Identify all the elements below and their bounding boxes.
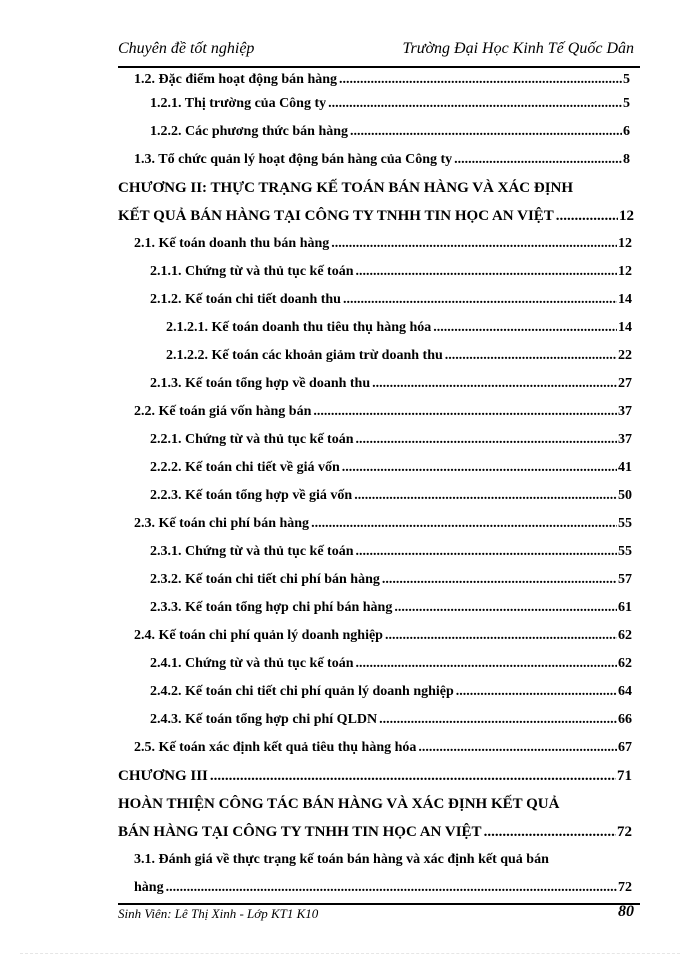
toc-entry: 2.5. Kế toán xác định kết quả tiêu thụ hàng hóa ..... 67: [134, 734, 632, 762]
toc-entry: hàng ..... 72: [134, 874, 632, 902]
toc-entry: 2.4. Kế toán chi phí quản lý doanh nghiệp ..... 62: [134, 622, 632, 650]
toc-entry: 2.1.2. Kế toán chi tiết doanh thu ..... 14: [150, 286, 632, 314]
toc-entry: 2.3.2. Kế toán chi tiết chi phí bán hàng ..... 57: [150, 566, 632, 594]
toc-entry: 2.3. Kế toán chi phí bán hàng ..... 55: [134, 510, 632, 538]
toc-entry: 2.2.1. Chứng từ và thủ tục kế toán ..... 37: [150, 426, 632, 454]
toc-entry: 2.4.1. Chứng từ và thủ tục kế toán ..... 62: [150, 650, 632, 678]
header-left-text: Chuyên đề tốt nghiệp: [118, 40, 255, 57]
toc-entry: 2.2. Kế toán giá vốn hàng bán ..... 37: [134, 398, 632, 426]
header-right-text: Trường Đại Học Kinh Tế Quốc Dân: [402, 40, 634, 57]
toc-entry: 2.4.3. Kế toán tổng hợp chi phí QLDN ..... 66: [150, 706, 632, 734]
toc-entry: 2.1. Kế toán doanh thu bán hàng ..... 12: [134, 230, 632, 258]
toc-chapter-heading: CHƯƠNG II: THỰC TRẠNG KẾ TOÁN BÁN HÀNG VÀ XÁC ĐỊNH: [118, 180, 574, 196]
toc-entry: 2.3.3. Kế toán tổng hợp chi phí bán hàng ..... 61: [150, 594, 632, 622]
toc-entry: 1.3. Tổ chức quản lý hoạt động bán hàng của Công ty ..... 8: [134, 146, 630, 174]
footer-student-info: Sinh Viên: Lê Thị Xinh - Lớp KT1 K10: [118, 906, 319, 921]
toc-entry: 1.2.2. Các phương thức bán hàng ..... 6: [150, 118, 630, 146]
toc-entry: 3.1. Đánh giá về thực trạng kế toán bán hàng và xác định kết quả bán: [134, 852, 549, 867]
page-edge: [20, 953, 680, 954]
toc-entry: 2.1.2.1. Kế toán doanh thu tiêu thụ hàng hóa ..... 14: [166, 314, 632, 342]
toc-chapter-heading: HOÀN THIỆN CÔNG TÁC BÁN HÀNG VÀ XÁC ĐỊNH KẾT QUẢ: [118, 796, 560, 812]
footer-rule: [118, 903, 640, 905]
toc-chapter-heading: BÁN HÀNG TẠI CÔNG TY TNHH TIN HỌC AN VIỆT ..... 72: [118, 818, 632, 846]
toc-entry: 2.2.3. Kế toán tổng hợp về giá vốn ..... 50: [150, 482, 632, 510]
toc-entry: 2.1.2.2. Kế toán các khoản giảm trừ doanh thu ..... 22: [166, 342, 632, 370]
toc-entry: 2.2.2. Kế toán chi tiết về giá vốn ..... 41: [150, 454, 632, 482]
toc-entry: 1.2. Đặc điểm hoạt động bán hàng ..... 5: [134, 66, 630, 94]
toc-chapter-heading: KẾT QUẢ BÁN HÀNG TẠI CÔNG TY TNHH TIN HỌC AN VIỆT ..... 12: [118, 202, 634, 230]
page-header: [118, 40, 640, 66]
toc-entry: 1.2.1. Thị trường của Công ty ..... 5: [150, 90, 630, 118]
toc-chapter-heading: CHƯƠNG III ..... 71: [118, 762, 632, 790]
toc-entry: 2.3.1. Chứng từ và thủ tục kế toán ..... 55: [150, 538, 632, 566]
footer-page-number: 80: [618, 903, 634, 920]
toc-entry: 2.1.3. Kế toán tổng hợp về doanh thu ..... 27: [150, 370, 632, 398]
toc-entry: 2.1.1. Chứng từ và thủ tục kế toán ..... 12: [150, 258, 632, 286]
toc-entry: 2.4.2. Kế toán chi tiết chi phí quản lý doanh nghiệp ..... 64: [150, 678, 632, 706]
